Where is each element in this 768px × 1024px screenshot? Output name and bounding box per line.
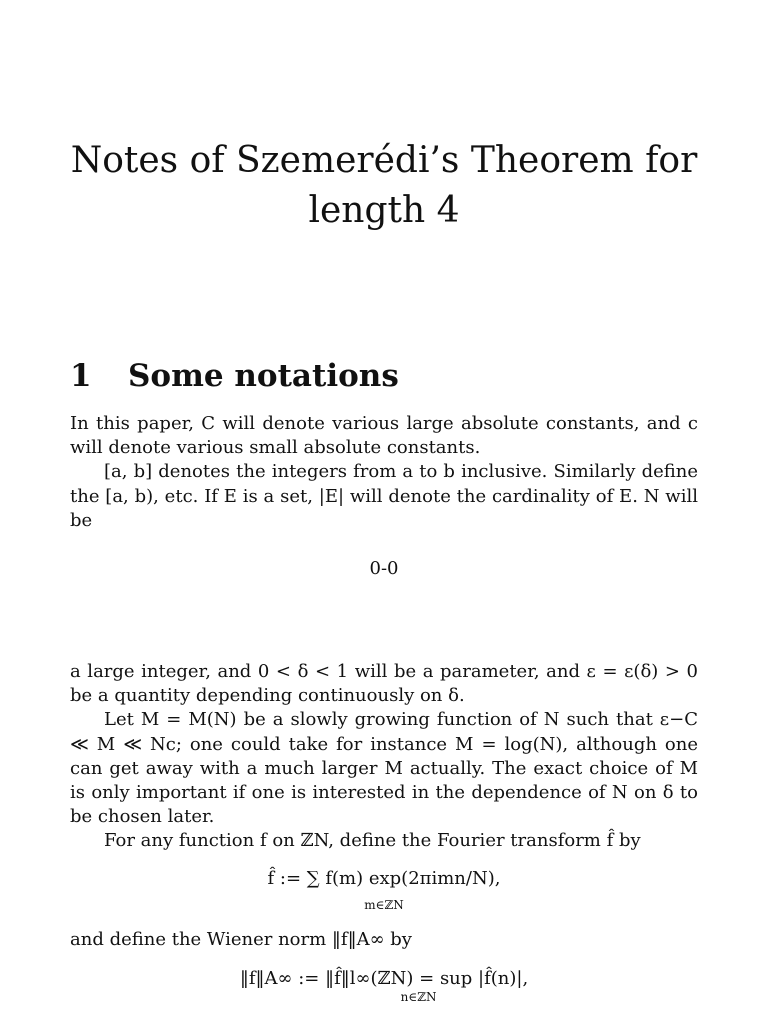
paragraph-parameters: a large integer, and 0 < δ < 1 will be a parameter, and ε = ε(δ) > 0 be a quantity depending continuously on δ. [70,661,698,707]
section-number: 1 [70,358,92,394]
title-line-2: length 4 [308,190,460,231]
paragraph-fourier-intro: For any function f on ℤN, define the Fourier transform f̂ by [104,830,641,852]
page1-body [70,412,698,533]
fourier-sum-index: m∈ℤN [364,898,404,912]
wiener-formula: ‖f‖A∞ := ‖f̂‖l∞(ℤN) = sup |f̂(n)|, [239,968,529,989]
equation-fourier [0,868,768,912]
section-heading [70,354,399,398]
page-number: 0-0 [369,558,399,579]
paragraph-growth-function: Let M = M(N) be a slowly growing function of N such that ε−C ≪ M ≪ Nc; one could take for instance M = log(N), although one can get away with a much larger M actually. The exact choice of M is only important if one is interested in the dependence of N on δ to be chosen later. [70,709,698,828]
paragraph-intervals: [a, b] denotes the integers from a to b inclusive. Similarly define the [a, b), etc. If E is a set, |E| will denote the cardinality of E. N will be [70,461,698,531]
equation-wiener-norm [0,968,768,1004]
paper-title [0,136,768,236]
page2-body-2 [70,928,698,952]
wiener-sup-index: n∈ℤN [400,990,437,1004]
paragraph-wiener-norm: and define the Wiener norm ‖f‖A∞ by [70,929,412,950]
title-line-1: Notes of Szemerédi’s Theorem for [70,140,698,181]
page2-body [70,660,698,854]
fourier-formula: f̂ := ∑ f(m) exp(2πimn/N), [267,868,501,889]
section-title: Some notations [128,358,399,394]
paragraph-constants: In this paper, C will denote various large absolute constants, and c will denote various small absolute constants. [70,413,698,459]
